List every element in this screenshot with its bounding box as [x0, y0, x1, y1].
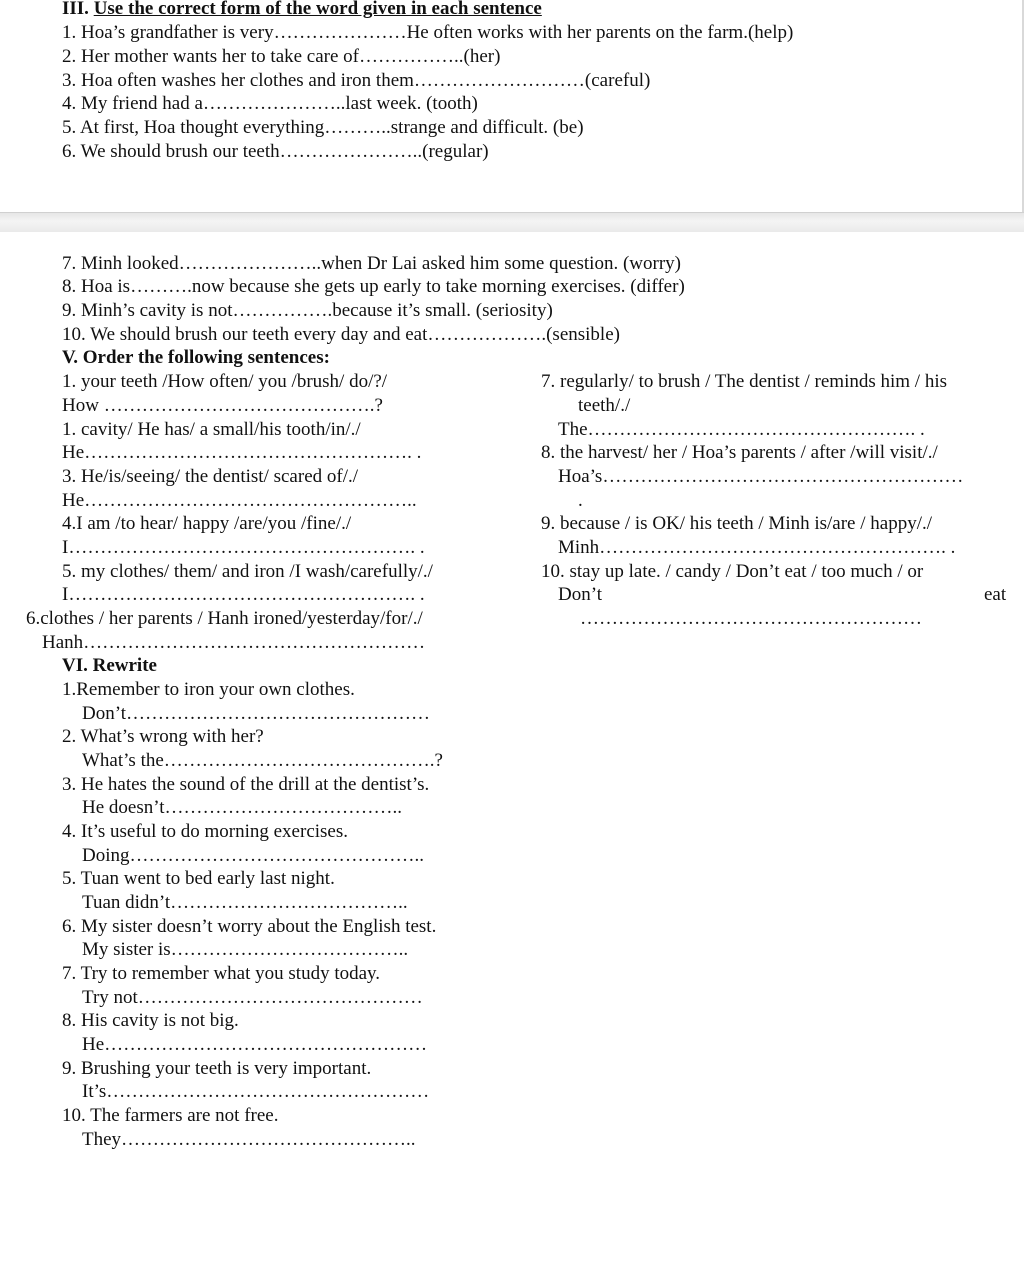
order-right-line-8: Minh………………………………………………. .: [558, 537, 956, 558]
order-left-line-7: 4.I am /to hear/ happy /are/you /fine/./: [62, 513, 352, 534]
order-left-line-10: I………………………………………………. .: [62, 584, 425, 605]
order-right-line-1: 7. regularly/ to brush / The dentist / reminds him / his: [541, 371, 947, 392]
rewrite-5-answer: Tuan didn’t………………………………..: [82, 892, 408, 913]
exercise-3-item-7: 7. Minh looked…………………..when Dr Lai asked him some question. (worry): [62, 253, 681, 274]
rewrite-10-question: 10. The farmers are not free.: [62, 1105, 279, 1126]
exercise-3-item-8: 8. Hoa is……….now because she gets up early to take morning exercises. (differ): [62, 276, 685, 297]
order-right-line-11: ………………………………………………: [580, 608, 922, 629]
order-left-line-2: How …………………………………….?: [62, 395, 383, 416]
worksheet-page-1: [0, 0, 1024, 212]
exercise-3-item-2: 2. Her mother wants her to take care of……………..(her): [62, 46, 501, 67]
exercise-3-item-10: 10. We should brush our teeth every day and eat……………….(sensible): [62, 324, 620, 345]
order-left-line-6: He……………………………………………..: [62, 490, 417, 511]
rewrite-4-question: 4. It’s useful to do morning exercises.: [62, 821, 349, 842]
rewrite-6-answer: My sister is………………………………..: [82, 939, 409, 960]
order-right-line-10-end: eat: [984, 584, 1007, 605]
order-right-line-3: The……………………………………………. .: [558, 419, 925, 440]
rewrite-7-question: 7. Try to remember what you study today.: [62, 963, 381, 984]
rewrite-3-answer: He doesn’t………………………………..: [82, 797, 402, 818]
order-left-line-3: 1. cavity/ He has/ a small/his tooth/in/./: [62, 419, 361, 440]
section-3-title: Use the correct form of the word given in each sentence: [93, 0, 542, 19]
section-5-title: V. Order the following sentences:: [62, 347, 330, 368]
order-left-line-1: 1. your teeth /How often/ you /brush/ do/?/: [62, 371, 388, 392]
order-right-line-7: 9. because / is OK/ his teeth / Minh is/are / happy/./: [541, 513, 933, 534]
order-right-line-9: 10. stay up late. / candy / Don’t eat / too much / or: [541, 561, 924, 582]
rewrite-6-question: 6. My sister doesn’t worry about the English test.: [62, 916, 437, 937]
exercise-3-item-5: 5. At first, Hoa thought everything………..strange and difficult. (be): [62, 117, 584, 138]
order-right-line-6: .: [578, 490, 583, 511]
section-6-title: VI. Rewrite: [62, 655, 157, 676]
rewrite-2-answer: What’s the…………………………………….?: [82, 750, 443, 771]
order-right-line-4: 8. the harvest/ her / Hoa’s parents / after /will visit/./: [541, 442, 938, 463]
order-left-line-12: Hanh………………………………………………: [42, 632, 426, 653]
page-separator: [0, 212, 1024, 234]
exercise-3-item-1: 1. Hoa’s grandfather is very…………………He often works with her parents on the farm.(help): [62, 22, 794, 43]
exercise-3-item-4: 4. My friend had a…………………..last week. (tooth): [62, 93, 478, 114]
exercise-3-item-6: 6. We should brush our teeth…………………..(regular): [62, 141, 489, 162]
order-left-line-9: 5. my clothes/ them/ and iron /I wash/carefully/./: [62, 561, 433, 582]
rewrite-10-answer: They………………………………………..: [82, 1129, 416, 1150]
rewrite-2-question: 2. What’s wrong with her?: [62, 726, 264, 747]
rewrite-5-question: 5. Tuan went to bed early last night.: [62, 868, 335, 889]
order-right-line-2: teeth/./: [578, 395, 631, 416]
rewrite-1-answer: Don’t…………………………………………: [82, 703, 430, 724]
order-right-line-5: Hoa’s…………………………………………………: [558, 466, 964, 487]
order-right-line-10: Don’t: [558, 584, 602, 605]
rewrite-3-question: 3. He hates the sound of the drill at the dentist’s.: [62, 774, 430, 795]
exercise-3-item-3: 3. Hoa often washes her clothes and iron them………………………(careful): [62, 70, 651, 91]
exercise-3-item-9: 9. Minh’s cavity is not…………….because it’s small. (seriosity): [62, 300, 553, 321]
rewrite-9-question: 9. Brushing your teeth is very important.: [62, 1058, 372, 1079]
rewrite-8-answer: He……………………………………………: [82, 1034, 428, 1055]
section-3-number: III.: [62, 0, 89, 19]
section-3-heading: [62, 0, 542, 20]
order-left-line-8: I………………………………………………. .: [62, 537, 425, 558]
rewrite-9-answer: It’s……………………………………………: [82, 1081, 430, 1102]
rewrite-1-question: 1.Remember to iron your own clothes.: [62, 679, 355, 700]
worksheet-page-2: [0, 232, 1024, 1280]
order-left-line-5: 3. He/is/seeing/ the dentist/ scared of/./: [62, 466, 359, 487]
rewrite-4-answer: Doing………………………………………..: [82, 845, 424, 866]
order-left-line-4: He……………………………………………. .: [62, 442, 422, 463]
rewrite-7-answer: Try not………………………………………: [82, 987, 423, 1008]
rewrite-8-question: 8. His cavity is not big.: [62, 1010, 239, 1031]
order-left-line-11: 6.clothes / her parents / Hanh ironed/yesterday/for/./: [26, 608, 423, 629]
